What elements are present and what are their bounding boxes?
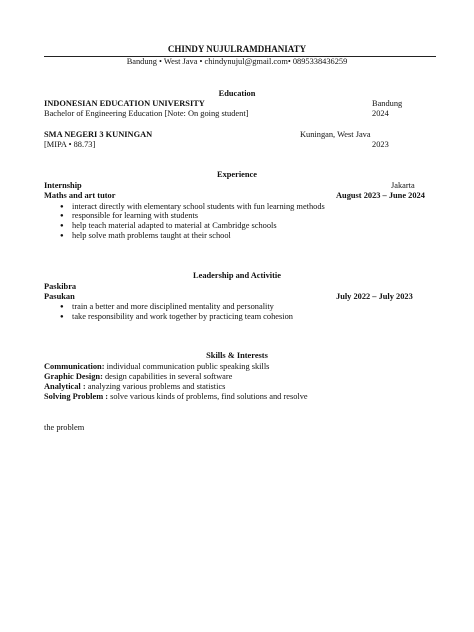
experience-bullet: responsible for learning with students	[72, 211, 199, 220]
education-detail-1: Bachelor of Engineering Education [Note: On going student]	[44, 109, 249, 118]
education-year-1: 2024	[372, 109, 389, 118]
skill-label: Communication:	[44, 362, 105, 371]
skill-line	[44, 383, 225, 391]
skill-label: Graphic Design:	[44, 372, 103, 381]
skill-text: individual communication public speaking skills	[104, 362, 270, 371]
bullet-icon: ●	[60, 314, 64, 320]
skill-label: Analytical :	[44, 382, 86, 391]
skill-label: Solving Problem :	[44, 392, 109, 401]
education-detail-2: [MIPA • 88.73]	[44, 140, 96, 149]
leadership-heading: Leadership and Activitie	[193, 271, 281, 280]
education-heading: Education	[218, 89, 256, 98]
skill-text: design capabilities in several software	[102, 372, 233, 381]
skills-heading: Skills & Interests	[206, 351, 268, 360]
experience-location: Jakarta	[391, 181, 415, 190]
experience-bullet: help teach material adapted to material at Cambridge schools	[72, 221, 277, 230]
bullet-icon: ●	[60, 213, 64, 219]
skill-line	[44, 363, 269, 371]
education-school-1: INDONESIAN EDUCATION UNIVERSITY	[44, 99, 205, 108]
skill-continuation: the problem	[44, 423, 85, 432]
bullet-icon: ●	[60, 304, 64, 310]
skill-line	[44, 393, 308, 401]
experience-org: Internship	[44, 181, 82, 190]
education-school-2: SMA NEGERI 3 KUNINGAN	[44, 130, 153, 139]
experience-bullet: interact directly with elementary school students with fun learning methods	[72, 202, 325, 211]
resume-name: CHINDY NUJULRAMDHANIATY	[167, 44, 307, 54]
bullet-icon: ●	[60, 233, 64, 239]
leadership-dates: July 2022 – July 2023	[336, 292, 413, 301]
education-year-2: 2023	[372, 140, 389, 149]
experience-heading: Experience	[216, 170, 257, 179]
education-location-1: Bandung	[372, 99, 403, 108]
education-location-2: Kuningan, West Java	[300, 130, 371, 139]
experience-role: Maths and art tutor	[44, 191, 116, 200]
contact-line: Bandung • West Java • chindynujul@gmail.com• 0895338436259	[126, 57, 348, 66]
skill-line	[44, 373, 232, 381]
experience-bullet: help solve math problems taught at their school	[72, 231, 231, 240]
bullet-icon: ●	[60, 223, 64, 229]
leadership-org: Paskibra	[44, 282, 77, 291]
leadership-bullet: train a better and more disciplined mentality and personality	[72, 302, 274, 311]
leadership-bullet: take responsibility and work together by practicing team cohesion	[72, 312, 293, 321]
leadership-role: Pasukan	[44, 292, 75, 301]
bullet-icon: ●	[60, 204, 64, 210]
skill-text: solve various kinds of problems, find solutions and resolve	[108, 392, 308, 401]
skill-text: analyzing various problems and statistics	[85, 382, 226, 391]
experience-dates: August 2023 – June 2024	[336, 191, 425, 200]
